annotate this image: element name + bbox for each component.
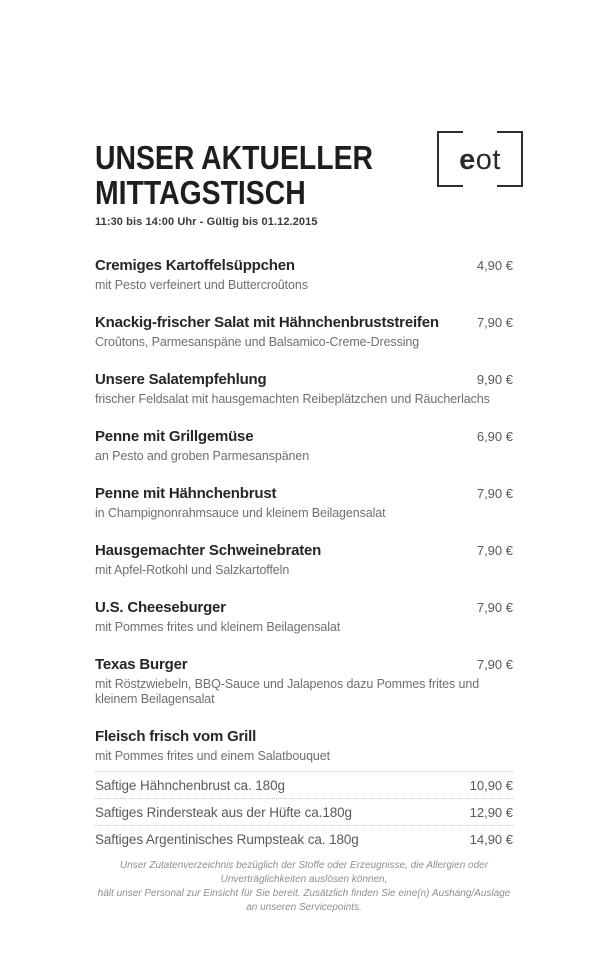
menu-item-description: in Champignonrahmsauce und kleinem Beilagensalat — [95, 506, 386, 520]
grill-row — [95, 771, 513, 798]
page-title — [95, 140, 454, 210]
grill-section — [95, 728, 513, 852]
grill-description: mit Pommes frites und einem Salatbouquet — [95, 749, 331, 763]
menu-item-price: 6,90 € — [476, 429, 513, 444]
menu-item-name: Cremiges Kartoffelsüppchen — [95, 257, 295, 274]
grill-row-price: 12,90 € — [469, 805, 513, 820]
menu-item-description: frischer Feldsalat mit hausgemachten Reibeplätzchen und Räucherlachs — [95, 392, 490, 406]
grill-row-name: Saftiges Rindersteak aus der Hüfte ca.180g — [95, 805, 352, 820]
grill-rows — [95, 771, 513, 852]
menu-item-price: 4,90 € — [476, 258, 513, 273]
logo-text — [437, 132, 523, 188]
grill-header-row — [95, 728, 513, 746]
menu-item-description: mit Röstzwiebeln, BBQ-Sauce und Jalapenos dazu Pommes frites und kleinem Beilagensalat — [95, 677, 480, 706]
menu-item-name: Penne mit Grillgemüse — [95, 428, 254, 445]
menu-item-price: 7,90 € — [476, 600, 513, 615]
grill-row-price: 10,90 € — [469, 778, 513, 793]
menu-item-name: Penne mit Hähnchenbrust — [95, 485, 277, 502]
page-title-line2: MITTAGSTISCH — [95, 174, 306, 211]
menu-item — [95, 656, 513, 707]
menu-item — [95, 428, 513, 464]
validity-subtitle: 11:30 bis 14:00 Uhr - Gültig bis 01.12.2015 — [95, 216, 318, 228]
menu-item — [95, 542, 513, 578]
menu-item-name: U.S. Cheeseburger — [95, 599, 226, 616]
menu-item-description: Croûtons, Parmesanspäne und Balsamico-Creme-Dressing — [95, 335, 420, 349]
menu-item-row — [95, 485, 513, 503]
menu-item-price: 7,90 € — [476, 315, 513, 330]
logo-text-light: ot — [475, 143, 501, 176]
menu-item — [95, 314, 513, 350]
grill-row-price: 14,90 € — [469, 832, 513, 847]
menu-item-price: 7,90 € — [476, 486, 513, 501]
menu-item-price: 7,90 € — [476, 543, 513, 558]
menu-item-description: mit Pesto verfeinert und Buttercroûtons — [95, 278, 308, 292]
menu-item-name: Hausgemachter Schweinebraten — [95, 542, 322, 559]
grill-row-name: Saftiges Argentinisches Rumpsteak ca. 180g — [95, 832, 359, 847]
menu-item-row — [95, 428, 513, 446]
footer-note-line1: Unser Zutatenverzeichnis bezüglich der Stoffe oder Erzeugnisse, die Allergien oder Unverträglichkeiten auslösen können, — [119, 860, 489, 885]
eot-logo — [437, 131, 523, 191]
grill-row-name: Saftige Hähnchenbrust ca. 180g — [95, 778, 285, 793]
menu-item-description: an Pesto and groben Parmesanspänen — [95, 449, 310, 463]
menu-item-row — [95, 371, 513, 389]
menu-item — [95, 485, 513, 521]
logo-text-bold: e — [459, 143, 476, 176]
menu-content — [95, 140, 513, 915]
header — [95, 140, 513, 226]
menu-item-name: Knackig-frischer Salat mit Hähnchenbruststreifen — [95, 314, 439, 331]
menu-item-price: 7,90 € — [476, 657, 513, 672]
menu-item-name: Texas Burger — [95, 656, 188, 673]
grill-title: Fleisch frisch vom Grill — [95, 728, 257, 745]
menu-item-row — [95, 656, 513, 674]
menu-item-description: mit Apfel-Rotkohl und Salzkartoffeln — [95, 563, 290, 577]
menu-item-name: Unsere Salatempfehlung — [95, 371, 267, 388]
grill-row — [95, 825, 513, 852]
menu-item-row — [95, 542, 513, 560]
menu-item — [95, 599, 513, 635]
menu-item-row — [95, 257, 513, 275]
grill-header — [95, 728, 513, 764]
menu-item-price: 9,90 € — [476, 372, 513, 387]
grill-row — [95, 798, 513, 825]
menu-list — [95, 257, 513, 707]
menu-item-row — [95, 599, 513, 617]
menu-item-description: mit Pommes frites und kleinem Beilagensalat — [95, 620, 341, 634]
menu-item — [95, 371, 513, 407]
menu-item-row — [95, 314, 513, 332]
menu-item — [95, 257, 513, 293]
page-title-line1: UNSER AKTUELLER — [95, 139, 374, 176]
footer-note — [95, 859, 513, 915]
footer-note-line2: hält unser Personal zur Einsicht für Sie bereit. Zusätzlich finden Sie eine(n) Aushang/Auslage an unseren Servicepoints. — [97, 888, 511, 913]
